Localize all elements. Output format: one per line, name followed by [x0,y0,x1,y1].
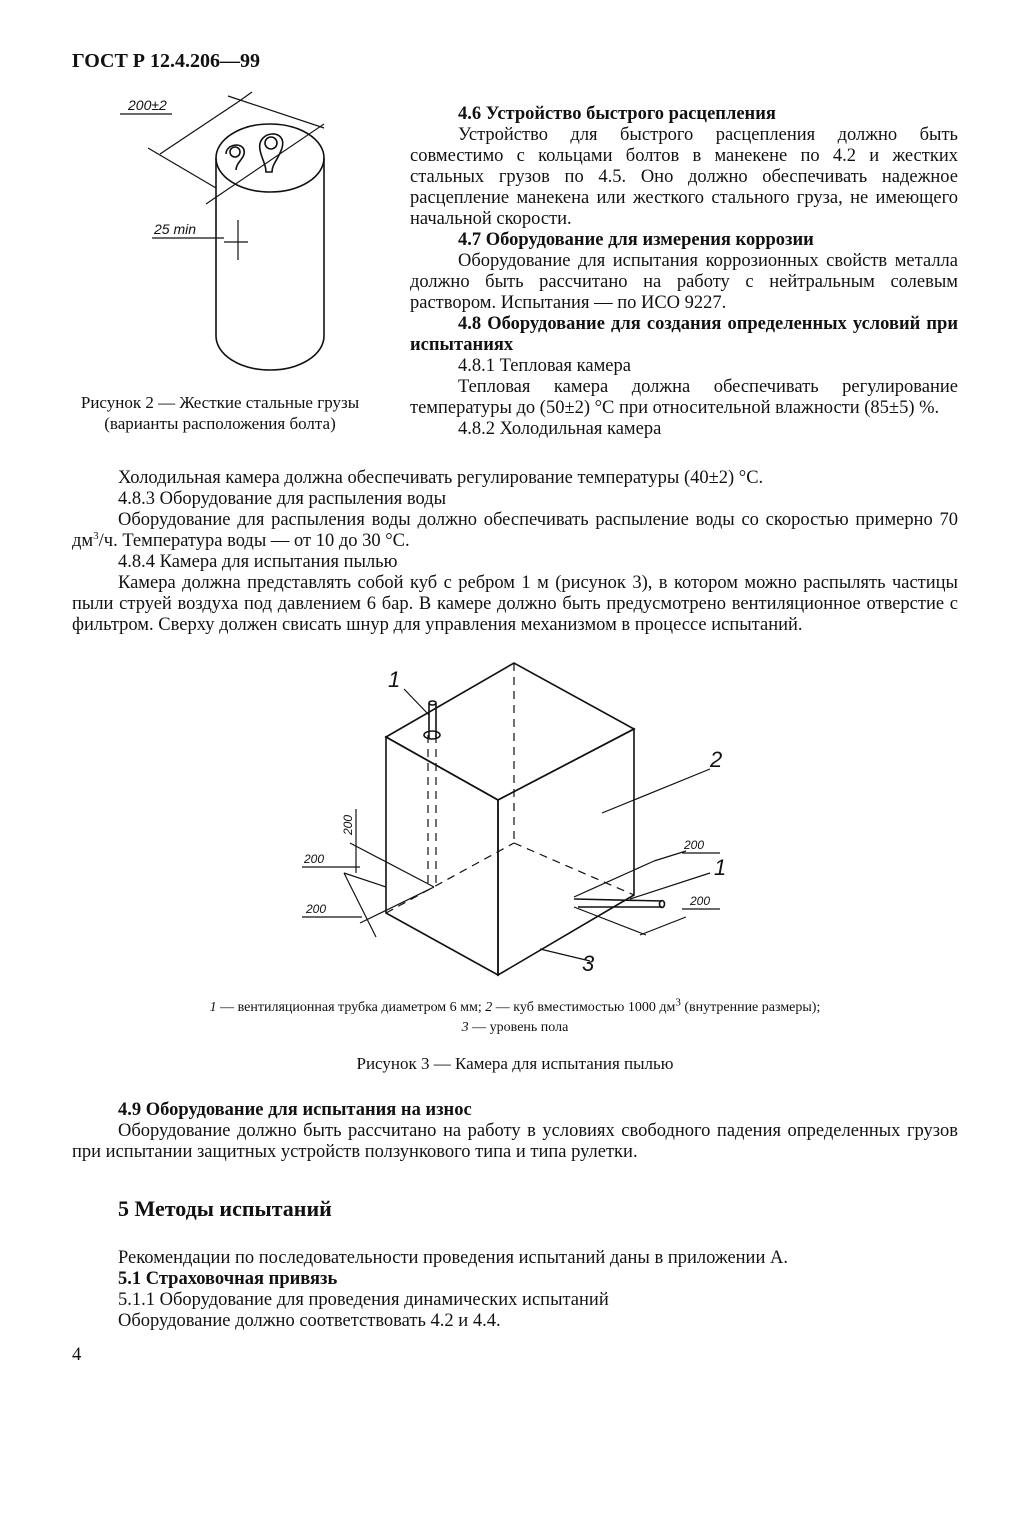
section-4-8-3-text-b: /ч. Температура воды — от 10 до 30 °С. [98,531,410,551]
bolt-ring-left-hole [230,147,240,157]
legend-number: 1 [209,1000,217,1015]
section-4-9-text: Оборудование должно быть рассчитано на работу в условиях свободного падения определенных грузов при испытании защитных устройств ползункового типа и типа рулетки. [72,1121,958,1162]
dim-label-200-left-upper: 200 [304,852,325,866]
section-4-7-title: 4.7 Оборудование для измерения коррозии [458,230,814,250]
bolt-ring-right-hole [265,137,277,149]
figure-3-drawing [290,655,750,990]
dim-extension-line [228,96,324,128]
figure-3-caption: Рисунок 3 — Камера для испытания пылью [356,1054,674,1073]
section-5-1-1-text: Оборудование должно соответствовать 4.2 и 4.4. [118,1311,501,1331]
section-4-9-title: 4.9 Оборудование для испытания на износ [118,1100,472,1120]
legend-number: 2 [485,1000,493,1015]
cube-top-face [386,663,634,800]
label-1-right: 1 [714,855,727,880]
dim-diameter-line [160,102,238,154]
cube-hidden-edge [514,843,634,895]
section-4-8-3-text [72,510,958,552]
dim-extension [360,887,434,923]
section-4-8-1-text: Тепловая камера должна обеспечивать регулирование температуры до (50±2) °С при относительной влажности (85±5) %. [410,377,958,418]
dim-extension-line [148,148,216,188]
section-5-title: 5 Методы испытаний [118,1196,332,1221]
section-4-8-2-text: Холодильная камера должна обеспечивать регулирование температуры (40±2) °С. [118,468,764,488]
cube-hidden-edge [386,843,514,913]
legend-text: (внутренние размеры); [680,1000,821,1015]
dim-min-label: 25 min [154,221,197,237]
figure-3-legend-line [72,1018,958,1038]
section-4-6-title: 4.6 Устройство быстрого расцепления [458,104,776,124]
section-4-8-title: 4.8 Оборудование для создания определенных условий при испытаниях [410,314,958,355]
dim-label-200-left-lower: 200 [306,902,327,916]
section-5-text [72,1248,958,1332]
dim-label-200-right-upper: 200 [684,838,705,852]
figure-3-legend-line [72,998,958,1018]
section-4-8-3-text-a: Оборудование для распыления воды должно обеспечивать распыление воды со скоростью примерно 70 дм [72,510,958,551]
superscript: 3 [675,996,681,1009]
figure-3-legend [72,998,958,1038]
dim-extension [574,907,646,935]
leader-label-2 [602,769,710,813]
cube-right-face [498,729,634,975]
figure-2-caption [60,392,380,434]
label-1-top: 1 [388,667,401,692]
label-3: 3 [582,951,595,976]
dim-line-200 [654,851,686,861]
section-4-8-1-title: 4.8.1 Тепловая камера [458,356,631,376]
section-4-8-3-title: 4.8.3 Оборудование для распыления воды [118,489,447,509]
section-5-1-title: 5.1 Страховочная привязь [118,1269,338,1289]
cube-front-face [386,737,498,975]
dim-line-200 [640,917,686,935]
figure-2-caption-line: (варианты расположения болта) [104,414,336,433]
dim-extension [350,843,434,887]
right-column-text [410,104,958,440]
legend-text: — уровень пола [468,1020,569,1035]
dim-label-200-right-lower: 200 [690,894,711,908]
legend-text: — вентиляционная трубка диаметром 6 мм; [216,1000,486,1015]
vent-tube-lower [574,899,662,901]
page-number: 4 [72,1345,82,1365]
section-4-8-2-title: 4.8.2 Холодильная камера [458,419,662,439]
leader-label-1-top [404,689,429,715]
section-4-8-4-title: 4.8.4 Камера для испытания пылью [118,552,398,572]
legend-text: — куб вместимостью 1000 дм [492,1000,676,1015]
cylinder-bottom-arc [216,336,324,370]
section-4-9 [72,1100,958,1163]
legend-number: 3 [461,1020,469,1035]
section-4-6-text: Устройство для быстрого расцепления должно быть совместимо с кольцами болтов в манекене по 4.2 и жестких стальных грузов по 4.5. Оно должно обеспечивать надежное расцепление манекена или жесткого стального груза, не имеющего начальной скорости. [410,125,958,229]
label-2: 2 [710,747,723,772]
section-4-8-4-text: Камера должна представлять собой куб с ребром 1 м (рисунок 3), в котором можно распылять частицы пыли струей воздуха под давлением 6 бар. В камере должно быть предусмотрено вентиляционное отверстие с фильтром. Сверху должен свисать шнур для управления механизмом в процессе испытаний. [72,573,958,635]
figure-2-caption-line: Рисунок 2 — Жесткие стальные грузы [80,393,360,412]
superscript: 3 [93,529,99,542]
vent-tube-collar [424,731,440,739]
document-header: ГОСТ Р 12.4.206—99 [72,50,261,72]
dim-diameter-label: 200±2 [128,97,167,113]
section-5-intro: Рекомендации по последовательности проведения испытаний даны в приложении А. [118,1248,788,1268]
dim-label-200-vertical: 200 [341,814,355,835]
vent-tube-end [429,701,436,705]
figure-2-drawing [120,88,360,378]
bolt-ring-right [260,134,283,172]
section-5-1-1-title: 5.1.1 Оборудование для проведения динамических испытаний [118,1290,609,1310]
full-width-text [72,468,958,636]
dim-leader-line [238,92,252,102]
section-4-7-text: Оборудование для испытания коррозионных свойств металла должно быть рассчитано на работу с нейтральным солевым раствором. Испытания — по ИСО 9227. [410,251,958,313]
dim-extension [574,861,654,897]
